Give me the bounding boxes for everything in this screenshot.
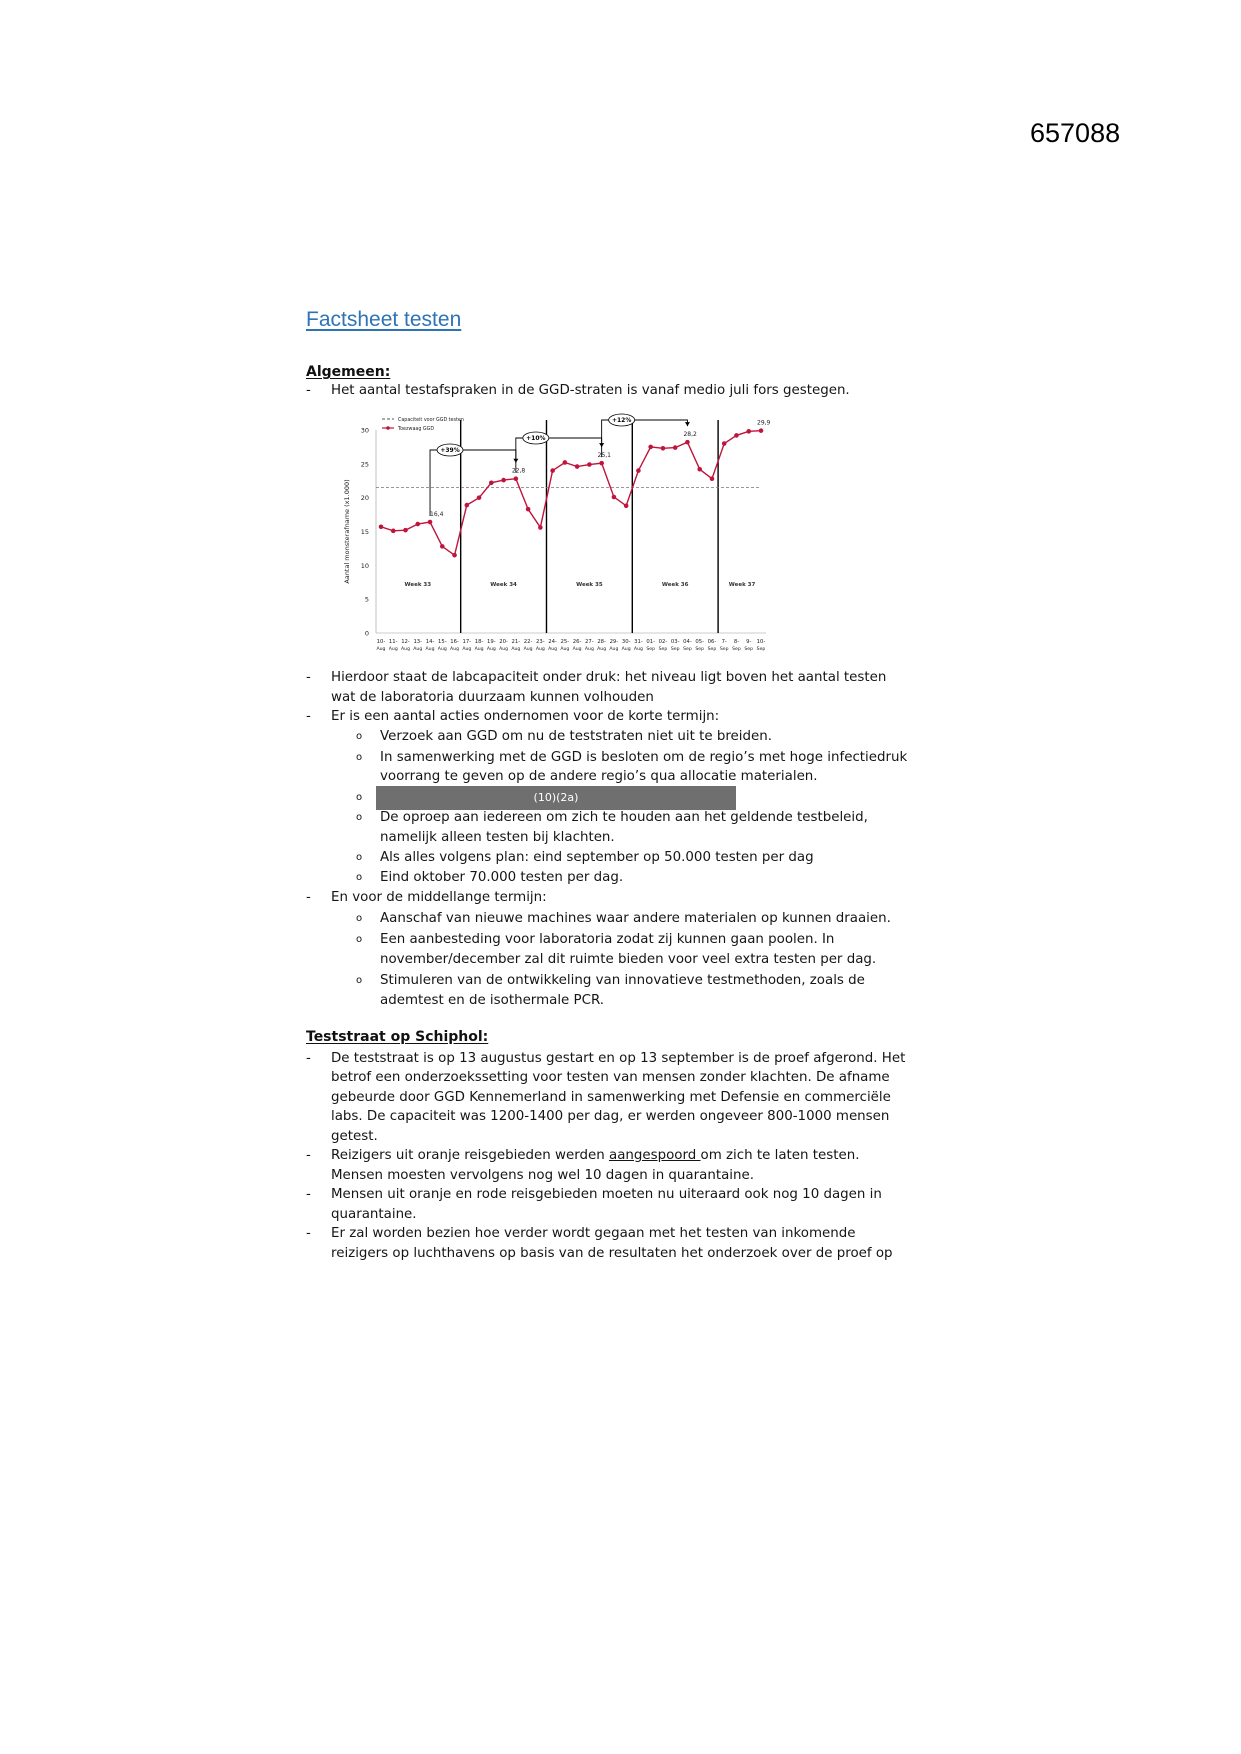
sub-bullet-circle: o — [356, 975, 363, 986]
week-label: Week 34 — [490, 582, 517, 588]
x-tick-day: 9- — [746, 639, 752, 645]
x-tick-month: Sep — [732, 647, 741, 652]
growth-arrow — [602, 420, 688, 457]
sub-bullet-circle: o — [356, 731, 363, 742]
x-tick-month: Aug — [425, 647, 435, 652]
week-label: Week 33 — [404, 582, 432, 588]
sub-bullet-circle: o — [356, 872, 363, 883]
bullet-text: Er zal worden bezien hoe verder wordt gegaan met het testen van inkomende — [331, 1226, 856, 1241]
x-tick-month: Sep — [756, 647, 766, 652]
x-tick-day: 14- — [425, 639, 435, 645]
y-tick-label: 30 — [360, 426, 369, 435]
data-point — [391, 529, 396, 534]
data-point — [648, 445, 653, 450]
x-tick-month: Aug — [413, 647, 423, 652]
x-tick-day: 10- — [376, 639, 386, 645]
data-point — [440, 544, 445, 549]
x-tick-month: Aug — [535, 647, 545, 652]
sub-bullet-text: In samenwerking met de GGD is besloten om de regio’s met hoge infectiedruk — [380, 750, 908, 765]
x-tick-day: 25- — [560, 639, 570, 645]
y-axis-label: Aantal monsterafname (x1.000) — [343, 479, 351, 584]
data-point — [612, 495, 617, 500]
x-tick-day: 03- — [670, 639, 680, 645]
x-tick-day: 24- — [548, 639, 557, 645]
data-point — [477, 495, 482, 500]
data-point — [428, 520, 433, 525]
x-tick-month: Aug — [633, 647, 643, 652]
x-tick-month: Sep — [695, 647, 705, 652]
x-tick-month: Aug — [609, 647, 619, 652]
bullet-text: labs. De capaciteit was 1200-1400 per dag, er werden ongeveer 800-1000 mensen — [331, 1109, 890, 1124]
data-point — [501, 478, 506, 483]
data-point — [624, 503, 629, 508]
section-heading-schiphol: Teststraat op Schiphol: — [306, 1029, 489, 1045]
data-point — [722, 441, 727, 446]
sub-bullet-circle: o — [356, 934, 363, 945]
x-tick-month: Aug — [376, 647, 386, 652]
x-tick-month: Sep — [744, 647, 754, 652]
data-point — [599, 461, 604, 466]
bullet-dash: - — [306, 709, 311, 724]
arrow-head — [685, 422, 690, 426]
data-point — [563, 460, 568, 465]
x-tick-day: 10- — [756, 639, 766, 645]
x-tick-day: 17- — [462, 639, 472, 645]
x-tick-month: Aug — [474, 647, 484, 652]
legend-series-label: Toezwaag GGD — [398, 427, 435, 432]
bullet-text: Mensen moesten vervolgens nog wel 10 dagen in quarantaine. — [331, 1168, 754, 1183]
chart-annotations — [430, 414, 771, 518]
bullet-dash: - — [306, 1051, 311, 1066]
x-tick-month: Aug — [499, 647, 509, 652]
growth-label: +10% — [526, 435, 546, 443]
data-point — [673, 445, 678, 450]
bullet-dash: - — [306, 1226, 311, 1241]
x-tick-month: Aug — [450, 647, 460, 652]
bullet-text: quarantaine. — [331, 1207, 417, 1222]
bullet-dash: - — [306, 383, 311, 398]
x-tick-day: 20- — [499, 639, 508, 645]
x-tick-day: 30- — [621, 639, 631, 645]
bullet-text: De teststraat is op 13 augustus gestart en op 13 september is de proef afgerond. Het — [331, 1051, 906, 1066]
bullet-text-part: om zich te laten testen. — [700, 1148, 860, 1163]
data-label: 29,9 — [757, 419, 771, 427]
x-tick-day: 22- — [523, 639, 533, 645]
sub-bullet-circle: o — [356, 752, 363, 763]
x-tick-month: Sep — [707, 647, 717, 652]
testing-chart — [336, 410, 776, 660]
bullet-text: gebeurde door GGD Kennemerland in samenwerking met Defensie en commerciële — [331, 1090, 891, 1105]
sub-bullet-circle: o — [356, 812, 363, 823]
x-tick-day: 13- — [413, 639, 423, 645]
data-point — [575, 464, 580, 469]
x-tick-month: Sep — [683, 647, 692, 652]
data-label: 22,8 — [511, 467, 526, 475]
bullet-text — [331, 1146, 859, 1166]
week-label: Week 35 — [576, 582, 603, 588]
bullet-text: En voor de middellange termijn: — [331, 890, 547, 905]
x-tick-month: Aug — [462, 647, 472, 652]
y-tick-label: 25 — [360, 460, 369, 469]
growth-label: +12% — [611, 417, 632, 425]
x-tick-day: 27- — [585, 639, 594, 645]
x-tick-day: 28- — [597, 639, 606, 645]
sub-bullet-text: Stimuleren van de ontwikkeling van innovatieve testmethoden, zoals de — [380, 973, 865, 988]
page-title: Factsheet testen — [306, 308, 462, 331]
legend-series-marker — [386, 426, 390, 430]
x-tick-month: Aug — [388, 647, 398, 652]
y-tick-label: 20 — [360, 494, 369, 503]
legend-capacity-label: Capaciteit voor GGD testen — [398, 418, 464, 423]
data-point — [489, 480, 494, 485]
data-label: 16,4 — [430, 511, 444, 519]
x-tick-month: Sep — [646, 647, 656, 652]
x-tick-month: Aug — [584, 647, 594, 652]
y-tick-label: 0 — [364, 629, 369, 638]
bullet-dash: - — [306, 890, 311, 905]
x-tick-day: 29- — [609, 639, 619, 645]
data-point — [697, 467, 702, 472]
bullet-text-part: Reizigers uit oranje reisgebieden werden — [331, 1148, 609, 1163]
y-tick-label: 5 — [364, 595, 369, 604]
data-label: 28,2 — [683, 431, 697, 439]
section-heading-algemeen: Algemeen: — [306, 364, 391, 380]
sub-bullet-text: ademtest en de isothermale PCR. — [380, 993, 605, 1008]
data-label: 25,1 — [597, 452, 612, 460]
x-tick-day: 8- — [733, 639, 740, 645]
sub-bullet-text: Eind oktober 70.000 testen per dag. — [380, 870, 624, 885]
sub-bullet-text: De oproep aan iedereen om zich te houden aan het geldende testbeleid, — [380, 810, 868, 825]
underlined-word: aangespoord — [608, 1148, 701, 1163]
bullet-text: getest. — [331, 1129, 378, 1144]
bullet-dash: - — [306, 670, 311, 685]
x-tick-day: 31- — [634, 639, 643, 645]
x-tick-month: Aug — [523, 647, 533, 652]
x-tick-month: Sep — [719, 647, 729, 652]
bullet-text: wat de laboratoria duurzaam kunnen volhouden — [331, 690, 654, 705]
data-point — [465, 503, 470, 508]
growth-label: +39% — [440, 447, 460, 455]
y-tick-label: 15 — [360, 528, 369, 536]
data-point — [734, 433, 739, 438]
bullet-text: reizigers op luchthavens op basis van de resultaten het onderzoek over de proef op — [331, 1246, 893, 1261]
data-point — [636, 468, 641, 473]
sub-bullet-circle: o — [356, 792, 363, 803]
x-tick-day: 11- — [388, 639, 398, 645]
data-point — [550, 468, 555, 473]
x-tick-day: 23- — [536, 639, 545, 645]
x-tick-month: Aug — [560, 647, 570, 652]
data-point — [710, 476, 715, 481]
x-tick-month: Aug — [597, 647, 607, 652]
sub-bullet-circle: o — [356, 852, 363, 863]
x-tick-day: 12- — [401, 639, 410, 645]
chart-x-labels — [377, 639, 766, 652]
x-tick-day: 04- — [683, 639, 692, 645]
growth-arrow — [430, 450, 516, 519]
bullet-dash: - — [306, 1148, 311, 1163]
x-tick-day: 15- — [437, 639, 447, 645]
data-point — [452, 553, 457, 558]
sub-bullet-text: Een aanbesteding voor laboratoria zodat zij kunnen gaan poolen. In — [380, 932, 835, 947]
y-tick-label: 10 — [360, 561, 369, 570]
sub-bullet-text: Verzoek aan GGD om nu de teststraten niet uit te breiden. — [380, 729, 772, 744]
data-point — [746, 429, 751, 434]
sub-bullet-text: voorrang te geven op de andere regio’s qua allocatie materialen. — [380, 769, 818, 784]
redaction-box: (10)(2a) — [376, 786, 736, 810]
x-tick-day: 21- — [511, 639, 521, 645]
x-tick-day: 7- — [721, 639, 727, 645]
data-point — [415, 522, 420, 527]
data-point — [403, 528, 408, 533]
x-tick-month: Aug — [572, 647, 582, 652]
data-point — [538, 525, 543, 530]
x-tick-month: Aug — [437, 647, 447, 652]
bullet-text: Er is een aantal acties ondernomen voor de korte termijn: — [331, 709, 720, 724]
bullet-text: betrof een onderzoekssetting voor testen van mensen zonder klachten. De afname — [331, 1070, 890, 1085]
data-point — [379, 524, 384, 529]
chart-legend — [382, 417, 464, 432]
x-tick-day: 01- — [646, 639, 656, 645]
bullet-text: Hierdoor staat de labcapaciteit onder druk: het niveau ligt boven het aantal testen — [331, 670, 887, 685]
week-label: Week 36 — [661, 582, 689, 588]
sub-bullet-text: Als alles volgens plan: eind september op 50.000 testen per dag — [380, 850, 814, 865]
week-label: Week 37 — [728, 582, 756, 588]
data-point — [759, 428, 764, 433]
x-tick-day: 06- — [707, 639, 717, 645]
x-tick-month: Aug — [621, 647, 631, 652]
x-tick-month: Sep — [670, 647, 680, 652]
sub-bullet-text: namelijk alleen testen bij klachten. — [380, 830, 615, 845]
data-point — [587, 462, 592, 467]
chart-series — [379, 428, 764, 557]
bullet-text: Mensen uit oranje en rode reisgebieden moeten nu uiteraard ook nog 10 dagen in — [331, 1187, 882, 1202]
data-point — [661, 446, 666, 451]
x-tick-day: 05- — [695, 639, 705, 645]
x-tick-month: Aug — [548, 647, 558, 652]
data-point — [526, 507, 531, 512]
bullet-text: Het aantal testafspraken in de GGD-straten is vanaf medio juli fors gestegen. — [331, 383, 850, 398]
x-tick-day: 18- — [474, 639, 484, 645]
x-tick-month: Aug — [401, 647, 411, 652]
x-tick-day: 02- — [658, 639, 668, 645]
x-tick-day: 19- — [486, 639, 496, 645]
x-tick-day: 26- — [572, 639, 582, 645]
sub-bullet-text: november/december zal dit ruimte bieden voor veel extra testen per dag. — [380, 952, 877, 967]
bullet-dash: - — [306, 1187, 311, 1202]
data-point — [514, 476, 519, 481]
document-number: 657088 — [1030, 118, 1121, 148]
x-tick-month: Aug — [486, 647, 496, 652]
sub-bullet-circle: o — [356, 913, 363, 924]
sub-bullet-text: Aanschaf van nieuwe machines waar andere materialen op kunnen draaien. — [380, 911, 891, 926]
data-point — [685, 440, 690, 445]
x-tick-day: 16- — [450, 639, 459, 645]
x-tick-month: Aug — [511, 647, 521, 652]
x-tick-month: Sep — [658, 647, 668, 652]
